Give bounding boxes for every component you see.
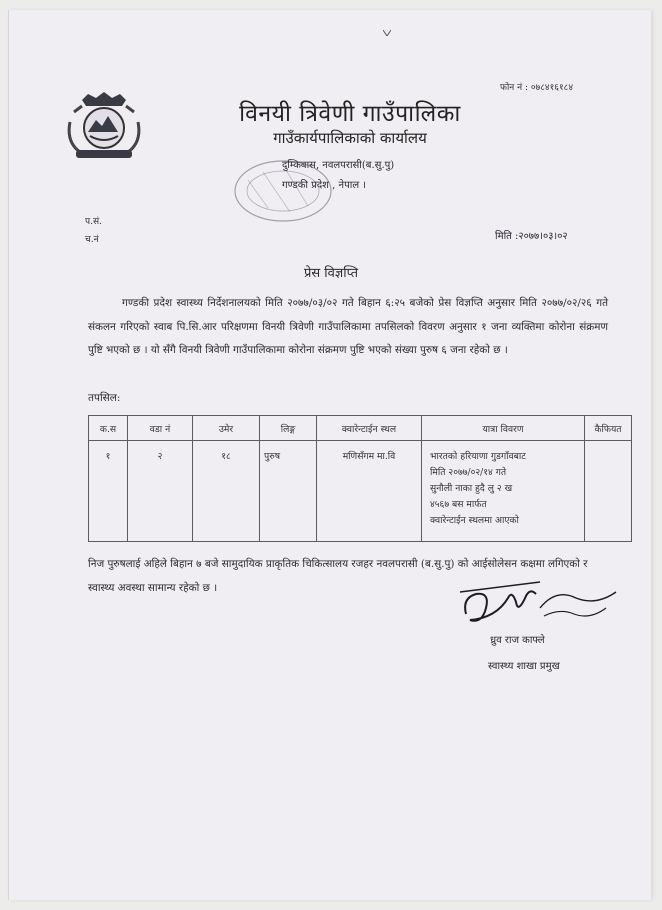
- footer-paragraph: निज पुरुषलाई अहिले बिहान ७ बजे सामुदायिक प्राकृतिक चिकित्सालय रजहर नवलपरासी (ब.सु.पु) को आईसोलेसन कक्षमा लगिएको र स्वास्थ्य अवस्था सामान्य रहेको छ ।: [88, 558, 588, 594]
- column-header-gender: लिङ्ग: [260, 416, 317, 441]
- document-date: मिति :२०७७।०३।०२: [495, 231, 568, 242]
- address-line-1: दुम्किबास, नवलपरासी(ब.सु.पु): [282, 160, 395, 171]
- cell-remarks: [585, 441, 632, 542]
- punch-mark-icon: [383, 30, 391, 36]
- cell-travel: [422, 441, 585, 542]
- address-line-2: गण्डकी प्रदेश , नेपाल ।: [282, 180, 367, 191]
- travel-line: ४५६७ बस मार्फत: [430, 499, 487, 510]
- case-details-table: [88, 415, 632, 542]
- cell-sn: १: [89, 441, 128, 542]
- travel-line: भारतको हरियाणा गुडगाँवबाट: [430, 451, 526, 462]
- cell-ward: २: [128, 441, 193, 542]
- table-header-row: [89, 416, 632, 441]
- cell-gender: पुरुष: [260, 441, 317, 542]
- column-header-quarantine: क्वारेन्टाईन स्थल: [317, 416, 422, 441]
- reference-number-label: प.सं.: [85, 217, 102, 227]
- column-header-travel: यात्रा विवरण: [422, 416, 585, 441]
- cell-age: १८: [193, 441, 260, 542]
- column-header-sn: क.स: [89, 416, 128, 441]
- column-header-remarks: कैफियत: [585, 416, 632, 441]
- handwritten-signature-icon: [456, 568, 626, 640]
- detail-label: तपसिल:: [88, 392, 121, 404]
- signer-title: स्वास्थ्य शाखा प्रमुख: [488, 661, 560, 672]
- table-row: [89, 441, 632, 542]
- column-header-ward: वडा नं: [128, 416, 193, 441]
- cell-quarantine: मणिसँगम मा.वि: [317, 441, 422, 542]
- dispatch-number-label: च.नं: [85, 235, 99, 245]
- signer-name: ध्रुव राज काफ्ले: [490, 635, 545, 646]
- column-header-age: उमेर: [193, 416, 260, 441]
- organization-title: विनयी त्रिवेणी गाउँपालिका: [239, 101, 461, 127]
- office-subtitle: गाउँकार्यपालिकाको कार्यालय: [273, 129, 427, 147]
- phone-number: फोन नं : ०७८४१६१८४: [500, 83, 573, 93]
- travel-line: क्वारेन्टाईन स्थलमा आएको: [430, 515, 519, 526]
- press-release-title: प्रेस विज्ञप्ति: [303, 266, 359, 281]
- press-release-body: गण्डकी प्रदेश स्वास्थ्य निर्देशनालयको मिति २०७७/०३/०२ गते बिहान ६:२५ बजेको प्रेस विज्ञप्ति अनुसार मिति २०७७/०२/२६ गते संकलन गरिएको स्वाब पि.सि.आर परिक्षणमा विनयी त्रिवेणी गाउँपालिकामा तपसिलको विवरण अनुसार १ जना व्यक्तिमा कोरोना संक्रमण पुष्टि भएको छ । यो सँगै विनयी त्रिवेणी गाउँपालिकामा कोरोना संक्रमण पुष्टि भएको संख्या पुरुष ६ जना रहेको छ ।: [88, 297, 608, 356]
- travel-line: मिति २०७७/०२/१४ गते: [430, 467, 507, 478]
- travel-line: सुनौली नाका हुदै लु २ ख: [430, 483, 513, 494]
- government-emblem-icon: [62, 92, 146, 162]
